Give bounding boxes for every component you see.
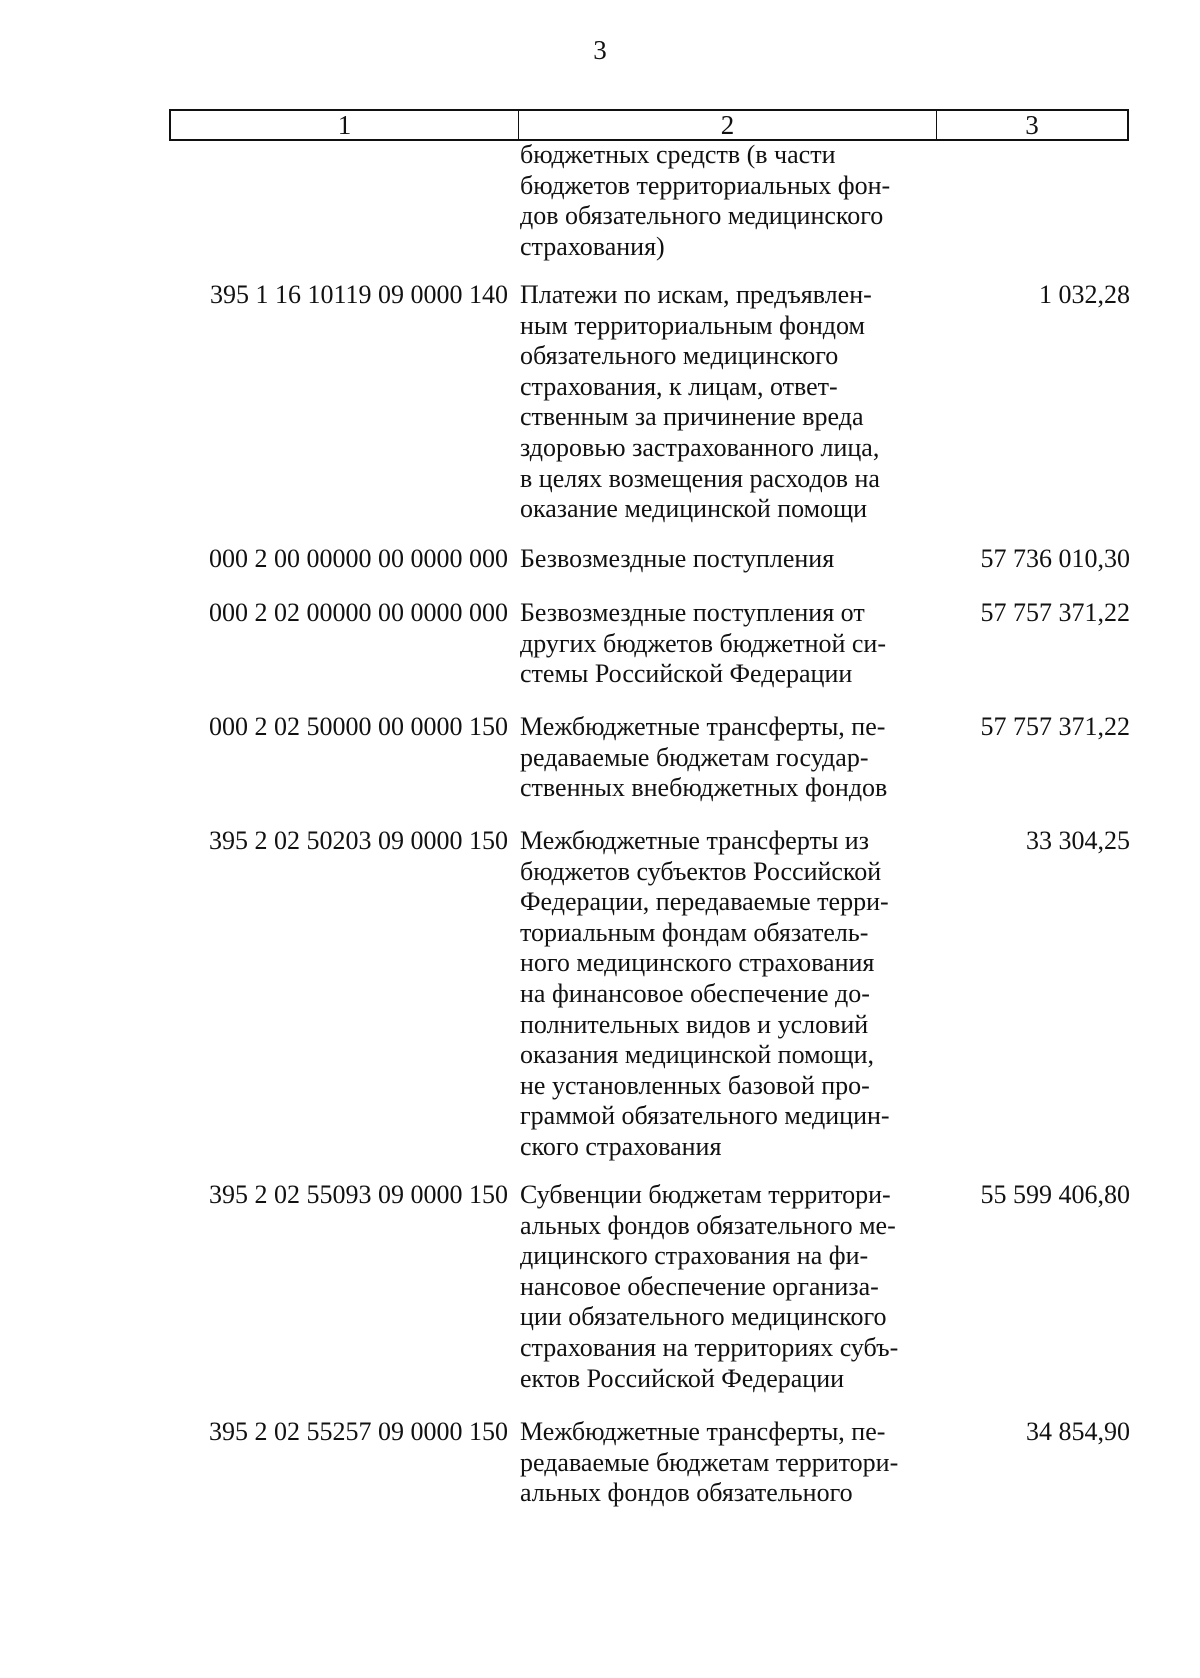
row-description <box>520 544 940 575</box>
description-line: дицинского страхования на фи- <box>520 1241 869 1271</box>
description-line: Платежи по искам, предъявлен- <box>520 280 872 309</box>
description-line: ственных внебюджетных фондов <box>520 773 888 803</box>
description-line: Межбюджетные трансферты, пе- <box>520 712 886 741</box>
description-line: оказание медицинской помощи <box>520 494 868 524</box>
description-line: Субвенции бюджетам территори- <box>520 1180 891 1209</box>
row-code: 000 2 02 00000 00 0000 000 <box>209 598 508 627</box>
row-description <box>520 598 940 690</box>
column-header-1: 1 <box>171 111 519 139</box>
description-line: редаваемые бюджетам государ- <box>520 742 869 772</box>
description-line: страхования, к лицам, ответ- <box>520 371 838 401</box>
description-line: в целях возмещения расходов на <box>520 463 880 493</box>
row-code: 000 2 02 50000 00 0000 150 <box>209 712 508 741</box>
description-line: на финансовое обеспечение до- <box>520 978 870 1008</box>
column-header-2: 2 <box>519 111 937 139</box>
row-description <box>520 826 940 1163</box>
row-code: 395 2 02 55093 09 0000 150 <box>209 1180 508 1209</box>
row-amount: 33 304,25 <box>1026 826 1130 855</box>
description-line: нансовое обеспечение организа- <box>520 1271 879 1301</box>
description-line: редаваемые бюджетам территори- <box>520 1447 899 1477</box>
row-description <box>520 1180 940 1394</box>
description-line: ственным за причинение вреда <box>520 402 864 432</box>
row-amount: 55 599 406,80 <box>980 1180 1130 1209</box>
description-line: альных фондов обязательного <box>520 1478 853 1508</box>
description-line: других бюджетов бюджетной си- <box>520 628 887 658</box>
description-line: страхования) <box>520 231 665 261</box>
description-line: граммой обязательного медицин- <box>520 1101 890 1131</box>
row-code: 395 2 02 55257 09 0000 150 <box>209 1417 508 1446</box>
description-line: ского страхования <box>520 1131 722 1161</box>
description-line: Федерации, передаваемые терри- <box>520 887 889 917</box>
row-description <box>520 712 940 804</box>
description-line: бюджетов территориальных фон- <box>520 170 891 200</box>
column-header-3: 3 <box>1025 110 1039 140</box>
description-line: альных фондов обязательного ме- <box>520 1210 896 1240</box>
description-line: обязательного медицинского <box>520 341 839 371</box>
description-line: ным территориальным фондом <box>520 310 865 340</box>
description-line: здоровью застрахованного лица, <box>520 432 880 462</box>
row-code: 395 2 02 50203 09 0000 150 <box>209 826 508 855</box>
description-line: бюджетных средств (в части <box>520 140 836 169</box>
row-amount: 57 757 371,22 <box>980 712 1130 741</box>
table-header <box>169 109 1129 141</box>
row-code: 000 2 00 00000 00 0000 000 <box>209 544 508 573</box>
description-line: ториальным фондам обязатель- <box>520 917 869 947</box>
description-line: ции обязательного медицинского <box>520 1302 887 1332</box>
description-line: ектов Российской Федерации <box>520 1363 845 1393</box>
description-line: Безвозмездные поступления от <box>520 598 865 627</box>
row-description <box>520 1417 940 1509</box>
description-line: страхования на территориях субъ- <box>520 1332 899 1362</box>
row-amount: 1 032,28 <box>1039 280 1130 309</box>
description-line: дов обязательного медицинского <box>520 201 884 231</box>
row-description <box>520 280 940 525</box>
description-line: полнительных видов и условий <box>520 1009 869 1039</box>
row-amount: 57 757 371,22 <box>980 598 1130 627</box>
description-line: ного медицинского страхования <box>520 948 875 978</box>
row-amount: 57 736 010,30 <box>980 544 1130 573</box>
description-line: оказания медицинской помощи, <box>520 1040 874 1070</box>
row-code: 395 1 16 10119 09 0000 140 <box>209 280 508 309</box>
description-line: не установленных базовой про- <box>520 1070 870 1100</box>
description-line: стемы Российской Федерации <box>520 659 853 689</box>
page-number: 3 <box>593 35 607 65</box>
row-description <box>520 140 940 262</box>
row-amount: 34 854,90 <box>1026 1417 1130 1446</box>
description-line: бюджетов субъектов Российской <box>520 856 882 886</box>
description-line: Межбюджетные трансферты из <box>520 826 869 855</box>
description-line: Безвозмездные поступления <box>520 544 835 573</box>
description-line: Межбюджетные трансферты, пе- <box>520 1417 886 1446</box>
